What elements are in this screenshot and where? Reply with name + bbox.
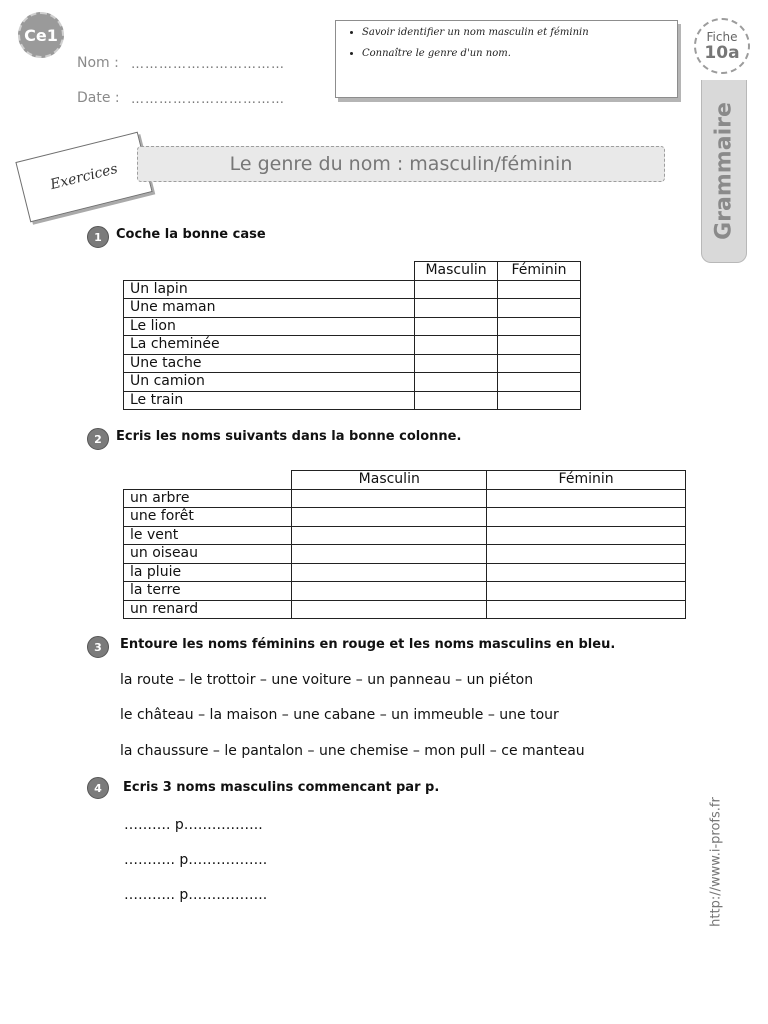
date-field[interactable]: …………………………… — [131, 92, 285, 107]
answer-cell[interactable] — [292, 600, 487, 619]
checkbox-cell[interactable] — [498, 317, 581, 336]
answer-cell[interactable] — [292, 526, 487, 545]
noun-cell: Le train — [124, 391, 415, 410]
answer-cell[interactable] — [292, 582, 487, 601]
answer-cell[interactable] — [487, 563, 686, 582]
table-row — [124, 354, 581, 373]
table-corner — [124, 471, 292, 490]
fiche-number: 10a — [704, 43, 740, 63]
exercise-number-2: 2 — [87, 428, 109, 450]
subject-label: Grammaire — [711, 102, 737, 240]
exercise-2-table — [123, 470, 686, 619]
name-label: Nom : — [77, 55, 119, 71]
noun-cell: La cheminée — [124, 336, 415, 355]
table-row — [124, 391, 581, 410]
word-line-2[interactable]: le château – la maison – une cabane – un immeuble – une tour — [120, 707, 559, 723]
word-line-1[interactable]: la route – le trottoir – une voiture – un panneau – un piéton — [120, 672, 534, 688]
table-row — [124, 373, 581, 392]
exercise-4-instruction: Ecris 3 noms masculins commencant par p. — [123, 780, 440, 795]
word-line-3[interactable]: la chaussure – le pantalon – une chemise – mon pull – ce manteau — [120, 743, 585, 759]
exercise-number-3: 3 — [87, 636, 109, 658]
noun-cell: le vent — [124, 526, 292, 545]
exercise-number-4: 4 — [87, 777, 109, 799]
noun-cell: la terre — [124, 582, 292, 601]
checkbox-cell[interactable] — [415, 391, 498, 410]
noun-cell: Un camion — [124, 373, 415, 392]
column-header: Masculin — [292, 471, 487, 490]
answer-line-1[interactable]: ………. p…………….. — [124, 817, 263, 833]
exercise-2-instruction: Ecris les noms suivants dans la bonne colonne. — [116, 429, 462, 444]
column-header: Féminin — [498, 262, 581, 281]
table-row — [124, 563, 686, 582]
checkbox-cell[interactable] — [498, 391, 581, 410]
table-corner — [124, 262, 415, 281]
table-row — [124, 299, 581, 318]
checkbox-cell[interactable] — [498, 280, 581, 299]
fiche-label: Fiche — [706, 30, 738, 44]
noun-cell: une forêt — [124, 508, 292, 527]
date-label: Date : — [77, 90, 120, 106]
objective-item: • Connaître le genre d'un nom. — [362, 48, 677, 59]
column-header: Masculin — [415, 262, 498, 281]
table-row — [124, 545, 686, 564]
level-badge: Ce1 — [18, 12, 64, 58]
noun-cell: Une maman — [124, 299, 415, 318]
answer-cell[interactable] — [487, 582, 686, 601]
checkbox-cell[interactable] — [498, 299, 581, 318]
answer-cell[interactable] — [487, 526, 686, 545]
exercise-number-1: 1 — [87, 226, 109, 248]
table-row — [124, 489, 686, 508]
noun-cell: Un lapin — [124, 280, 415, 299]
checkbox-cell[interactable] — [498, 373, 581, 392]
table-row — [124, 317, 581, 336]
checkbox-cell[interactable] — [415, 280, 498, 299]
exercise-1-table — [123, 261, 581, 410]
answer-cell[interactable] — [292, 489, 487, 508]
answer-cell[interactable] — [487, 600, 686, 619]
answer-line-2[interactable]: ……….. p…………….. — [124, 852, 268, 868]
exercise-3-instruction: Entoure les noms féminins en rouge et les noms masculins en bleu. — [120, 637, 616, 652]
answer-cell[interactable] — [487, 508, 686, 527]
answer-cell[interactable] — [292, 563, 487, 582]
answer-cell[interactable] — [292, 508, 487, 527]
noun-cell: un arbre — [124, 489, 292, 508]
table-row — [124, 280, 581, 299]
answer-cell[interactable] — [292, 545, 487, 564]
name-field[interactable]: …………………………… — [131, 57, 285, 72]
objectives-box — [335, 20, 678, 98]
answer-line-3[interactable]: ……….. p…………….. — [124, 887, 268, 903]
noun-cell: Une tache — [124, 354, 415, 373]
checkbox-cell[interactable] — [415, 336, 498, 355]
checkbox-cell[interactable] — [415, 299, 498, 318]
table-row — [124, 508, 686, 527]
answer-cell[interactable] — [487, 489, 686, 508]
table-row — [124, 600, 686, 619]
noun-cell: la pluie — [124, 563, 292, 582]
exercise-1-instruction: Coche la bonne case — [116, 227, 266, 242]
checkbox-cell[interactable] — [415, 354, 498, 373]
table-row — [124, 336, 581, 355]
noun-cell: Le lion — [124, 317, 415, 336]
exercises-card: Exercices — [15, 132, 152, 223]
source-url: http://www.i-profs.fr — [708, 797, 724, 927]
checkbox-cell[interactable] — [498, 336, 581, 355]
page-title: Le genre du nom : masculin/féminin — [137, 146, 665, 182]
table-row — [124, 526, 686, 545]
table-row — [124, 582, 686, 601]
objective-item: • Savoir identifier un nom masculin et féminin — [362, 27, 677, 38]
checkbox-cell[interactable] — [498, 354, 581, 373]
checkbox-cell[interactable] — [415, 317, 498, 336]
noun-cell: un oiseau — [124, 545, 292, 564]
subject-tab — [701, 80, 747, 263]
checkbox-cell[interactable] — [415, 373, 498, 392]
column-header: Féminin — [487, 471, 686, 490]
fiche-badge — [694, 18, 750, 74]
answer-cell[interactable] — [487, 545, 686, 564]
noun-cell: un renard — [124, 600, 292, 619]
